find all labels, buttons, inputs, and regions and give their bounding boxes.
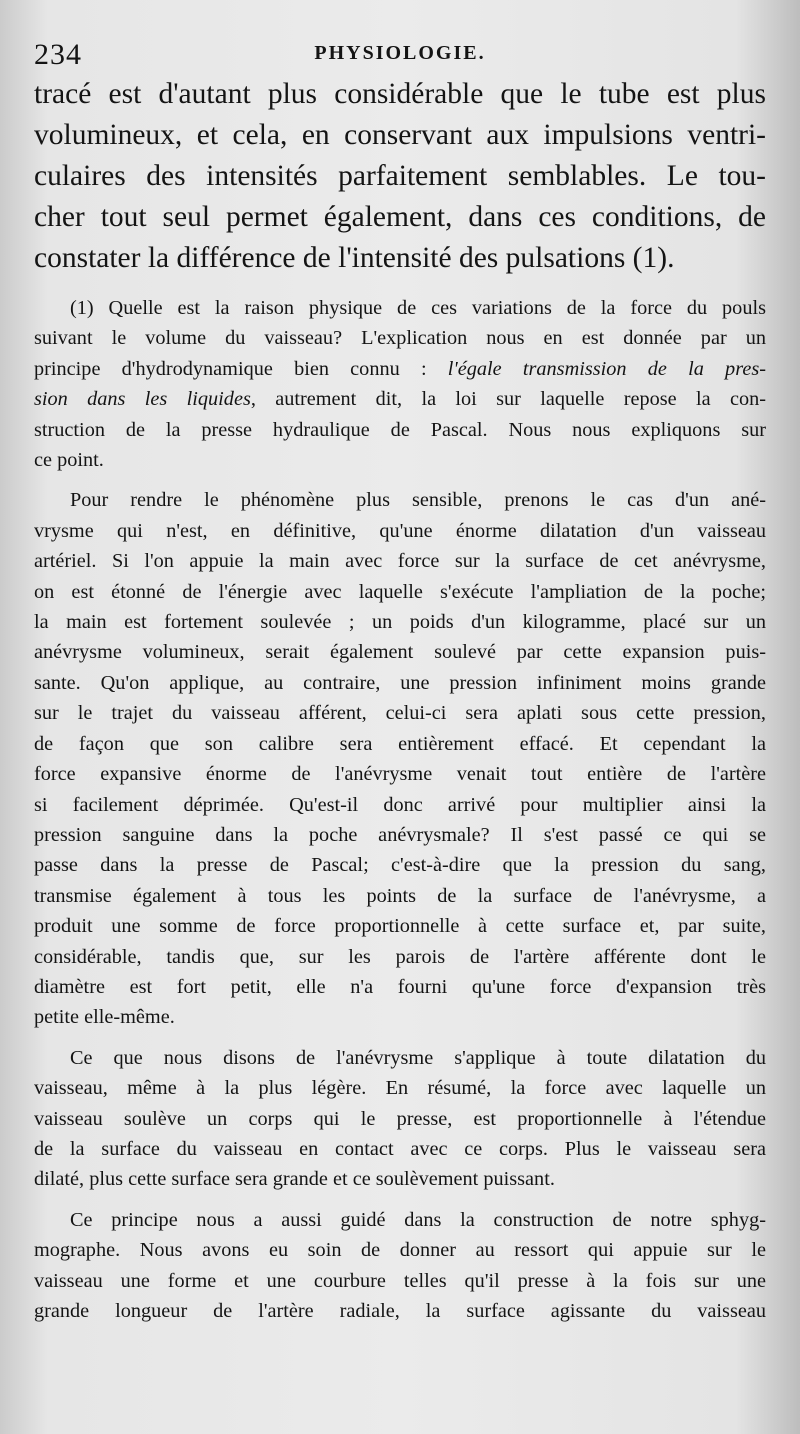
page-header (34, 30, 766, 74)
main-text-line: culaires des intensités parfaitement semblables. Le tou- (34, 160, 766, 192)
footnote-text: , autrement dit, la loi sur laquelle repose la con- (250, 388, 766, 411)
main-text-line: volumineux, et cela, en conservant aux impulsions ventri- (34, 119, 766, 151)
footnote-line: Ce que nous disons de l'anévrysme s'applique à toute dilatation du (70, 1046, 766, 1069)
footnote-line: diamètre est fort petit, elle n'a fourni qu'une force d'expansion très (34, 975, 766, 998)
footnote-paragraph-3 (34, 1043, 766, 1195)
footnote-line: considérable, tandis que, sur les parois de l'artère afférente dont le (34, 945, 766, 968)
footnote-line (34, 384, 766, 414)
page-number: 234 (34, 38, 82, 71)
main-text-line: tracé est d'autant plus considérable que le tube est plus (34, 78, 766, 110)
footnote-paragraph-4 (34, 1205, 766, 1327)
footnote-line: anévrysme volumineux, serait également soulevé par cette expansion puis- (34, 641, 766, 664)
italic-phrase: sion dans les liquides (34, 388, 251, 411)
footnote-line: vaisseau, même à la plus légère. En résumé, la force avec laquelle un (34, 1077, 766, 1100)
footnote-line: vaisseau soulève un corps qui le presse, est proportionnelle à l'étendue (34, 1107, 766, 1130)
italic-phrase: l'égale transmission de la pres- (447, 357, 766, 380)
footnote-line: dilaté, plus cette surface sera grande et ce soulèvement puissant. (34, 1168, 555, 1191)
running-head: PHYSIOLOGIE. (314, 42, 486, 64)
footnote-line: ce point. (34, 449, 104, 472)
footnote-line (34, 354, 766, 384)
footnote-text: principe d'hydrodynamique bien connu : (34, 357, 448, 380)
main-text-line: cher tout seul permet également, dans ces conditions, de (34, 201, 766, 233)
footnote-line: la main est fortement soulevée ; un poids d'un kilogramme, placé sur un (34, 611, 766, 634)
footnote-paragraph-1 (34, 293, 766, 475)
footnote-line: grande longueur de l'artère radiale, la surface agissante du vaisseau (34, 1300, 766, 1322)
footnote-line: vrysme qui n'est, en définitive, qu'une énorme dilatation d'un vaisseau (34, 519, 766, 542)
footnote-line: si facilement déprimée. Qu'est-il donc arrivé pour multiplier ainsi la (34, 793, 766, 816)
footnote-line: vaisseau une forme et une courbure telles qu'il presse à la fois sur une (34, 1269, 766, 1292)
footnote-line: de façon que son calibre sera entièrement effacé. Et cependant la (34, 732, 766, 755)
footnote-line: Pour rendre le phénomène plus sensible, prenons le cas d'un ané- (70, 489, 766, 512)
footnote-line: sante. Qu'on applique, au contraire, une pression infiniment moins grande (34, 671, 766, 694)
footnote-line: Ce principe nous a aussi guidé dans la construction de notre sphyg- (70, 1208, 766, 1231)
footnote-line: produit une somme de force proportionnelle à cette surface et, par suite, (34, 915, 766, 938)
main-text-line: constater la différence de l'intensité des pulsations (1). (34, 242, 675, 274)
footnote-line: petite elle-même. (34, 1006, 175, 1029)
footnote-line: on est étonné de l'énergie avec laquelle s'exécute l'ampliation de la poche; (34, 580, 766, 603)
main-text (34, 74, 766, 279)
footnote-line: de la surface du vaisseau en contact avec ce corps. Plus le vaisseau sera (34, 1137, 766, 1160)
footnote-line: (1) Quelle est la raison physique de ces variations de la force du pouls (70, 297, 766, 319)
footnote-line: transmise également à tous les points de la surface de l'anévrysme, a (34, 884, 766, 907)
footnote-line: force expansive énorme de l'anévrysme venait tout entière de l'artère (34, 763, 766, 786)
footnote (34, 293, 766, 1326)
footnote-paragraph-2 (34, 485, 766, 1032)
footnote-line: sur le trajet du vaisseau afférent, celui-ci sera aplati sous cette pression, (34, 702, 766, 725)
footnote-line: pression sanguine dans la poche anévrysmale? Il s'est passé ce qui se (34, 823, 766, 846)
footnote-line: mographe. Nous avons eu soin de donner au ressort qui appuie sur le (34, 1239, 766, 1262)
footnote-line: passe dans la presse de Pascal; c'est-à-dire que la pression du sang, (34, 854, 766, 877)
footnote-line: artériel. Si l'on appuie la main avec force sur la surface de cet anévrysme, (34, 550, 766, 573)
footnote-line: suivant le volume du vaisseau? L'explication nous en est donnée par un (34, 327, 766, 350)
footnote-line: struction de la presse hydraulique de Pascal. Nous nous expliquons sur (34, 418, 766, 441)
